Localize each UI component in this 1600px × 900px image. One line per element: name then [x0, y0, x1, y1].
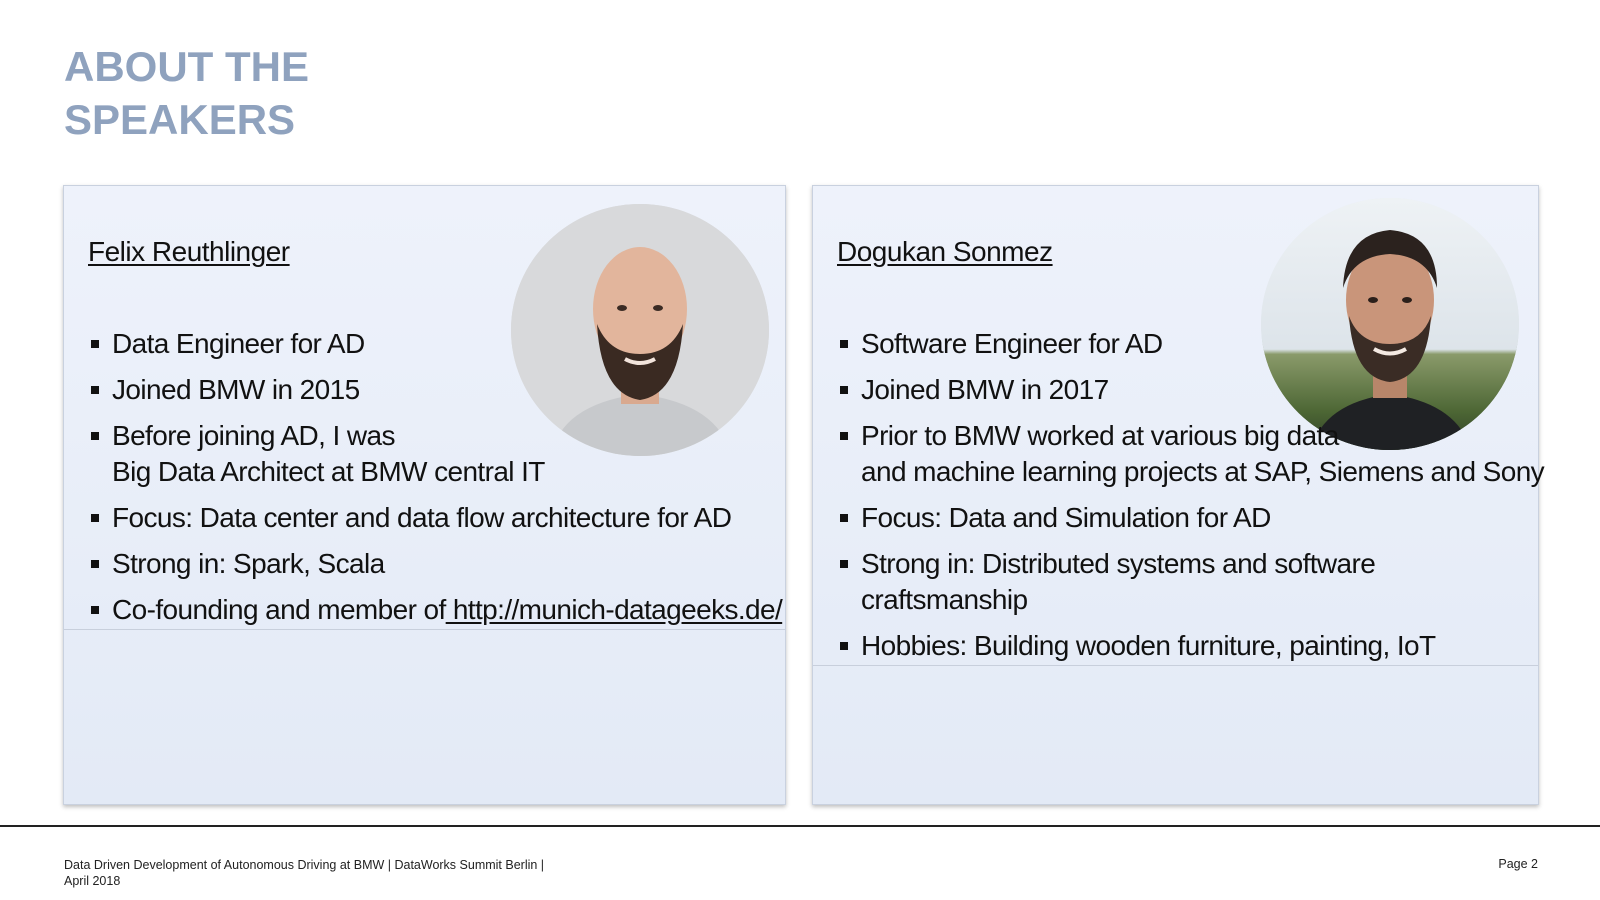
- bullet-text: Hobbies: Building wooden furniture, painting, IoT: [861, 630, 1436, 661]
- footer-caption-line2: April 2018: [64, 874, 121, 888]
- bullet-icon: [840, 560, 848, 568]
- bullet-icon: [91, 560, 99, 568]
- bullet-icon: [91, 606, 99, 614]
- bullet-text: Joined BMW in 2017: [861, 374, 1109, 405]
- speaker-bullet-list: [88, 326, 782, 638]
- bullet-text: Focus: Data center and data flow architecture for AD: [112, 502, 732, 533]
- bullet-item: [88, 500, 782, 536]
- speaker-card-dogukan: [812, 185, 1545, 805]
- bullet-item: [88, 326, 782, 362]
- bullet-text: Software Engineer for AD: [861, 328, 1163, 359]
- card-divider: [813, 665, 1538, 666]
- bullet-item: [88, 418, 782, 490]
- bullet-item: [88, 372, 782, 408]
- speaker-bullet-list: [837, 326, 1544, 674]
- footer-divider: [0, 825, 1600, 827]
- bullet-text: Data Engineer for AD: [112, 328, 365, 359]
- bullet-icon: [91, 514, 99, 522]
- footer-caption-line1: Data Driven Development of Autonomous Driving at BMW | DataWorks Summit Berlin |: [64, 858, 545, 872]
- bullet-icon: [91, 340, 99, 348]
- slide-title-line2: SPEAKERS: [64, 96, 296, 143]
- bullet-text-continued: and machine learning projects at SAP, Siemens and Sony: [861, 456, 1545, 487]
- slide-title: [64, 40, 309, 146]
- bullet-icon: [840, 642, 848, 650]
- bullet-text-continued: craftsmanship: [861, 584, 1028, 615]
- speaker-name: Felix Reuthlinger: [88, 236, 290, 267]
- bullet-text: Co-founding and member of: [112, 594, 446, 625]
- bullet-text: Focus: Data and Simulation for AD: [861, 502, 1271, 533]
- bullet-item: [837, 418, 1544, 490]
- bullet-icon: [91, 432, 99, 440]
- bullet-icon: [840, 340, 848, 348]
- slide-title-line1: ABOUT THE: [64, 43, 309, 90]
- bullet-item: [837, 500, 1544, 536]
- bullet-item: [837, 326, 1544, 362]
- bullet-icon: [840, 386, 848, 394]
- bullet-item: [837, 546, 1544, 618]
- bullet-icon: [840, 432, 848, 440]
- speaker-card-felix: [63, 185, 786, 805]
- bullet-text: Prior to BMW worked at various big data: [861, 420, 1339, 451]
- footer-caption: [64, 857, 624, 889]
- speaker-name: Dogukan Sonmez: [837, 236, 1053, 267]
- bullet-text-continued: Big Data Architect at BMW central IT: [112, 456, 545, 487]
- munich-datageeks-link[interactable]: http://munich-datageeks.de/: [445, 594, 783, 625]
- card-divider: [64, 629, 785, 630]
- bullet-text: Before joining AD, I was: [112, 420, 395, 451]
- bullet-icon: [840, 514, 848, 522]
- bullet-item: [837, 628, 1544, 664]
- bullet-item: [837, 372, 1544, 408]
- bullet-item: [88, 592, 782, 628]
- page-number: Page 2: [1498, 857, 1538, 871]
- bullet-text: Strong in: Spark, Scala: [112, 548, 385, 579]
- bullet-item: [88, 546, 782, 582]
- bullet-icon: [91, 386, 99, 394]
- bullet-text: Joined BMW in 2015: [112, 374, 360, 405]
- bullet-text: Strong in: Distributed systems and software: [861, 548, 1376, 579]
